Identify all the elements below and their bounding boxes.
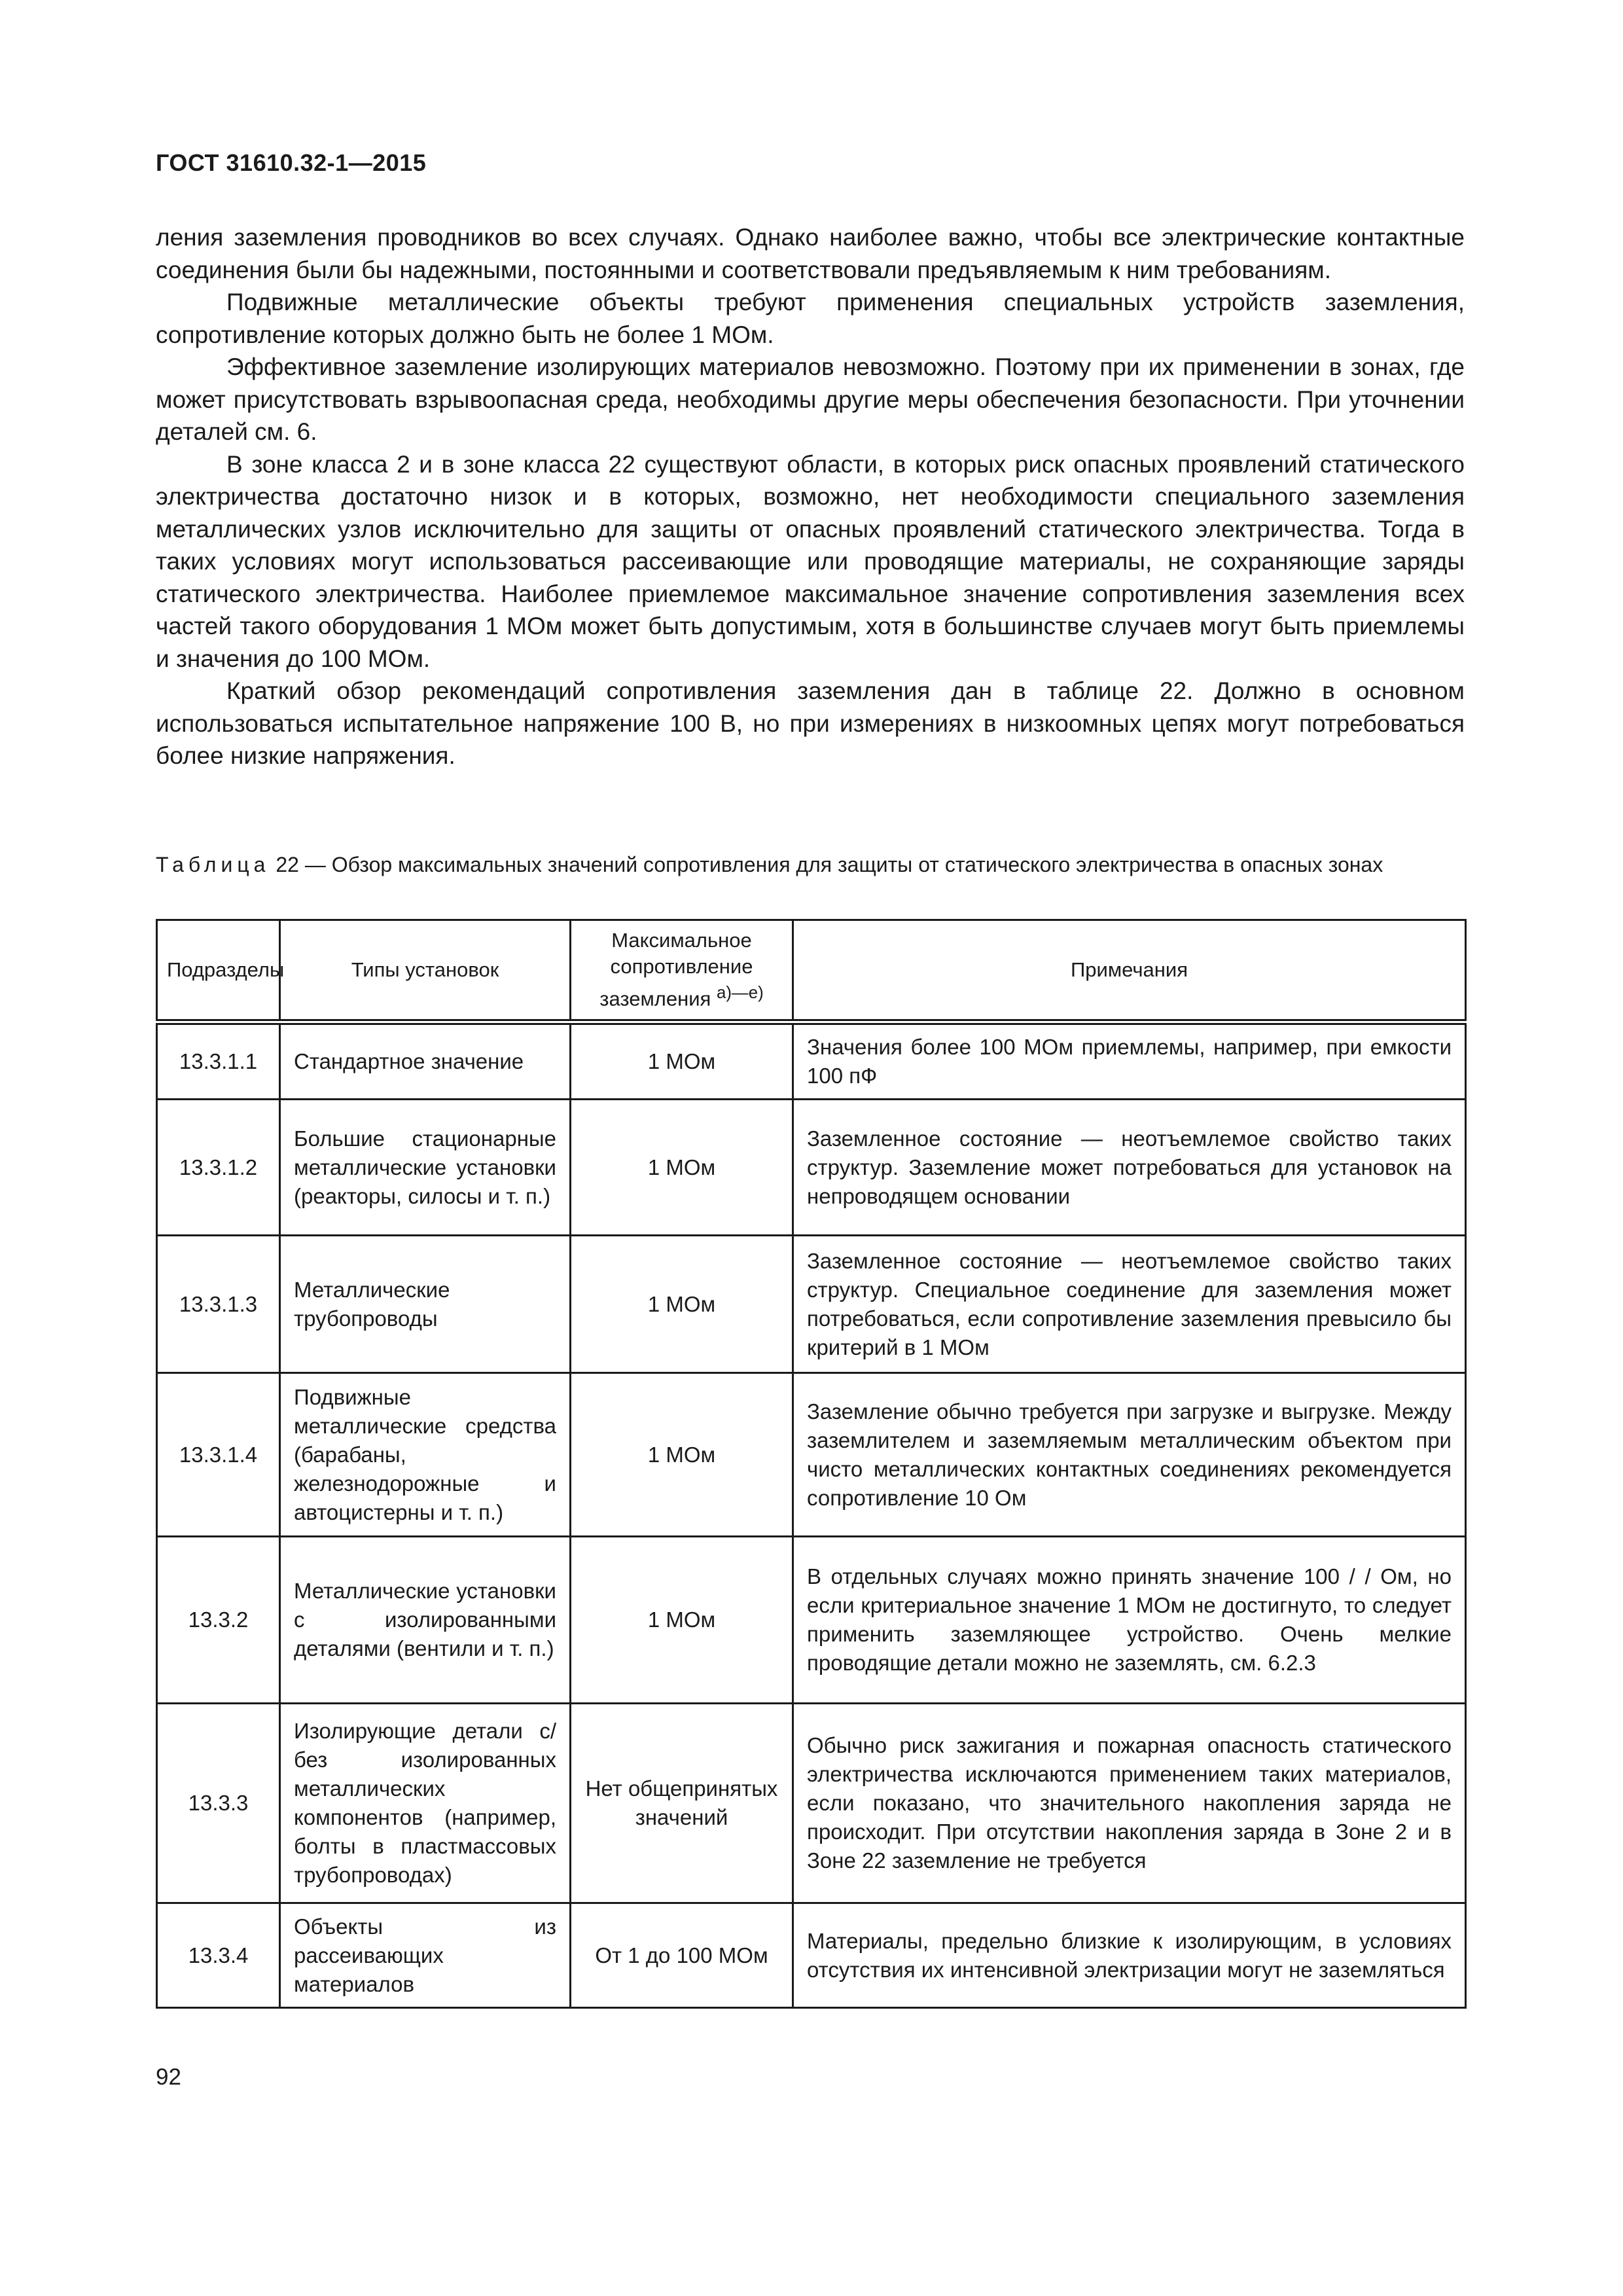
- cell-section: 13.3.3: [157, 1704, 280, 1903]
- paragraph: ления заземления проводников во всех случаях. Однако наиболее важно, чтобы все электрические контактные соединения были бы надежными, постоянными и соответствовали предъявляемым к ним требованиям.: [156, 224, 1465, 283]
- cell-note: В отдельных случаях можно принять значение 100 / / Ом, но если критериальное значение 1 МОм не достигнуто, то следует применить заземляющее устройство. Очень мелкие проводящие детали можно не заземлять, см. 6.2.3: [793, 1537, 1466, 1704]
- cell-type: Изолирующие детали с/без изолированных металлических компонентов (например, болты в пластмассовых трубопроводах): [280, 1704, 571, 1903]
- page-number: 92: [156, 2064, 181, 2090]
- table-row: [157, 1022, 1466, 1100]
- header-notes: Примечания: [793, 920, 1466, 1022]
- cell-section: 13.3.1.2: [157, 1100, 280, 1236]
- table-header-row: [157, 920, 1466, 1022]
- document-standard-number: ГОСТ 31610.32-1—2015: [156, 149, 427, 176]
- cell-note: Значения более 100 МОм приемлемы, например, при емкости 100 пФ: [793, 1022, 1466, 1100]
- header-resistance: [571, 920, 793, 1022]
- paragraph: Подвижные металлические объекты требуют применения специальных устройств заземления, сопротивление которых должно быть не более 1 МОм.: [156, 289, 1465, 348]
- cell-resistance: 1 МОм: [571, 1537, 793, 1704]
- table-row: [157, 1537, 1466, 1704]
- cell-type: Металлические установки с изолированными деталями (вентили и т. п.): [280, 1537, 571, 1704]
- cell-resistance: От 1 до 100 МОм: [571, 1903, 793, 2008]
- cell-section: 13.3.4: [157, 1903, 280, 2008]
- paragraph: Краткий обзор рекомендаций сопротивления заземления дан в таблице 22. Должно в основном использоваться испытательное напряжение 100 В, но при измерениях в низкоомных цепях могут потребоваться более низкие напряжения.: [156, 677, 1465, 769]
- cell-resistance: 1 МОм: [571, 1100, 793, 1236]
- paragraph: В зоне класса 2 и в зоне класса 22 существуют области, в которых риск опасных проявлений статического электричества достаточно низок и в которых, возможно, нет необходимости специального заземления металлических узлов исключительно для защиты от опасных проявлений статического электричества. Тогда в таких условиях могут использоваться рассеивающие или проводящие материалы, не сохраняющие заряды статического электричества. Наиболее приемлемое максимальное значение сопротивления заземления всех частей такого оборудования 1 МОм может быть допустимым, хотя в большинстве случаев могут быть приемлемы и значения до 100 МОм.: [156, 450, 1465, 672]
- cell-note: Заземленное состояние — неотъемлемое свойство таких структур. Специальное соединение для заземления может потребоваться, если сопротивление заземления превысило бы критерий в 1 МОм: [793, 1236, 1466, 1373]
- cell-note: Материалы, предельно близкие к изолирующим, в условиях отсутствия их интенсивной электризации могут не заземляться: [793, 1903, 1466, 2008]
- table-row: [157, 1903, 1466, 2008]
- body-text: [156, 221, 1465, 772]
- cell-type: Металлические трубопроводы: [280, 1236, 571, 1373]
- header-resistance-label: Максимальное сопротивление заземления: [599, 929, 753, 1011]
- cell-note: Заземленное состояние — неотъемлемое свойство таких структур. Заземление может потребоваться для установок на непроводящем основании: [793, 1100, 1466, 1236]
- table-caption: [156, 851, 1465, 879]
- cell-type: Подвижные металлические средства (барабаны, железнодорожные и автоцистерны и т. п.): [280, 1373, 571, 1537]
- cell-note: Заземление обычно требуется при загрузке и выгрузке. Между заземлителем и заземляемым металлическим объектом при чисто металлических контактных соединениях рекомендуется сопротивление 10 Ом: [793, 1373, 1466, 1537]
- table-row: [157, 1704, 1466, 1903]
- resistance-table: [156, 919, 1467, 2009]
- table-row: [157, 1100, 1466, 1236]
- header-section: Подразделы: [157, 920, 280, 1022]
- cell-type: Большие стационарные металлические установки (реакторы, силосы и т. п.): [280, 1100, 571, 1236]
- cell-note: Обычно риск зажигания и пожарная опасность статического электричества исключаются применением таких материалов, если показано, что значительного накопления заряда не происходит. При отсутствии накопления заряда в Зоне 2 и в Зоне 22 заземление не требуется: [793, 1704, 1466, 1903]
- cell-section: 13.3.1.4: [157, 1373, 280, 1537]
- table-caption-text: 22 — Обзор максимальных значений сопротивления для защиты от статического электричества в опасных зонах: [270, 853, 1383, 876]
- cell-type: Стандартное значение: [280, 1022, 571, 1100]
- table-caption-label: Таблица: [156, 853, 270, 876]
- cell-type: Объекты из рассеивающих материалов: [280, 1903, 571, 2008]
- table-row: [157, 1373, 1466, 1537]
- cell-section: 13.3.2: [157, 1537, 280, 1704]
- cell-resistance: 1 МОм: [571, 1022, 793, 1100]
- header-resistance-footnote: а)—е): [716, 984, 764, 1003]
- cell-section: 13.3.1.3: [157, 1236, 280, 1373]
- cell-section: 13.3.1.1: [157, 1022, 280, 1100]
- cell-resistance: 1 МОм: [571, 1373, 793, 1537]
- table-row: [157, 1236, 1466, 1373]
- cell-resistance: 1 МОм: [571, 1236, 793, 1373]
- cell-resistance: Нет общепринятых значений: [571, 1704, 793, 1903]
- paragraph: Эффективное заземление изолирующих материалов невозможно. Поэтому при их применении в зонах, где может присутствовать взрывоопасная среда, необходимы другие меры обеспечения безопасности. При уточнении деталей см. 6.: [156, 353, 1465, 445]
- header-types: Типы установок: [280, 920, 571, 1022]
